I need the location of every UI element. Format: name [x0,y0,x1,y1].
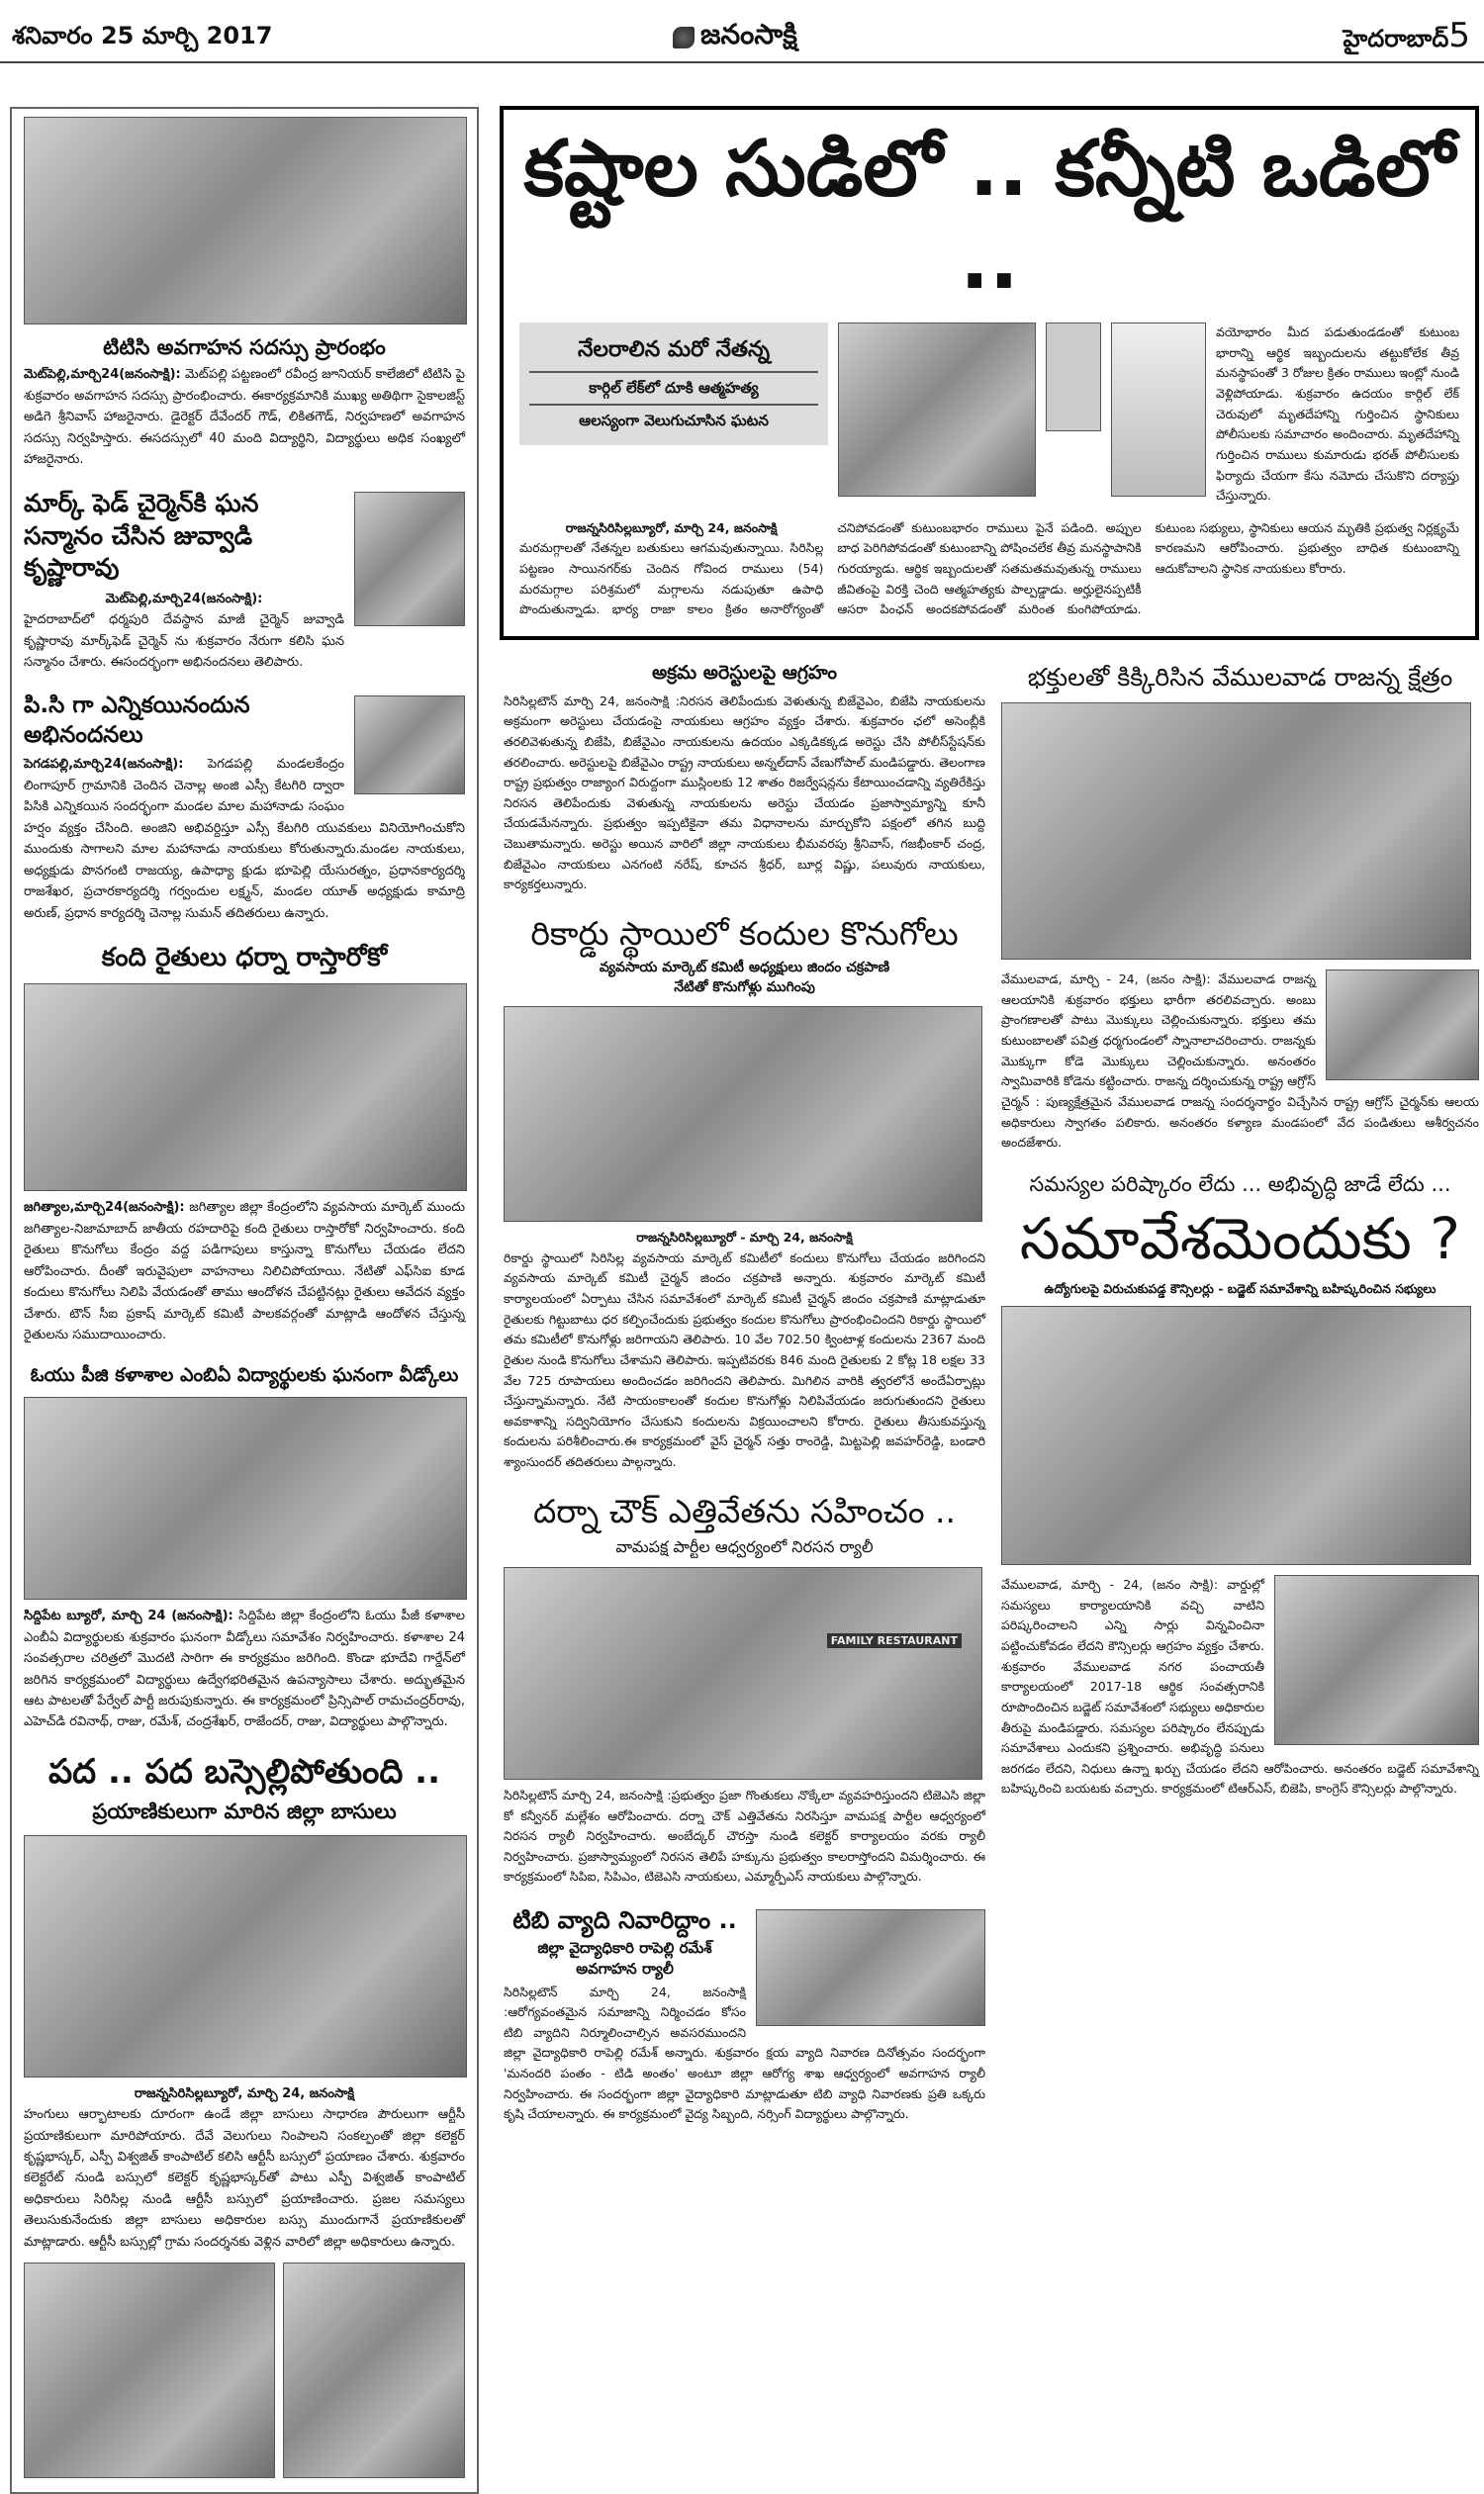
edition-city: హైదరాబాద్ [1343,25,1449,52]
logo-text: జనంసాక్షి [700,18,797,50]
article-pc-election [24,692,465,924]
article-title: దర్నా చౌక్ ఎత్తివేతను సహించం .. [532,1491,957,1530]
group-photo [354,695,465,794]
felicitation-photo [354,492,465,626]
article-body [24,2083,465,2254]
protest-rally-photo [504,1567,982,1780]
farmers-protest-photo [24,983,467,1191]
article-kicker: సమస్యల పరిష్కారం లేదు ... అభివృద్ధి జాడే లేదు ... [1029,1171,1451,1196]
page-number: 5 [1448,16,1470,55]
article-body: సిరిసిల్లటౌన్‌ మార్చి 24, జనంసాక్షి :నిరసన తెలిపేందుకు వెళుతున్న బిజేవైఎం, బిజేపి నాయకులను అక్రమంగా అరెస్టులు చేయడంపై నాయకులు ఆగ్రహం వ్యక్తం చేశారు. శుక్రవారం ఛలో అసెంబ్లీకి తరలివెళుతున్న బిజేపి, బిజేవైఎం నాయకులను ఉదయం ఎక్కడికక్కడ అరెస్టు చేసి పోలీస్‌స్టేషన్‌కు తరలించారు. అరెస్టులపై బిజేవైఎం రాష్ట్ర నాయకులు అన్నల్‌దాస్ వేణుగోపాల్ మండిపడ్డారు. తెలంగాణ రాష్ట్ర ప్రభుత్వం రాజ్యాంగ విరుద్దంగా ముస్లింలకు 12 శాతం రిజర్వేషన్లను కేటాయించడాన్ని వ్యతిరేకిస్తు నిరసన తెలిపేందుకు వెళుతున్న నాయకులను అరెస్టు చేయడం ప్రజాస్వామ్యాన్ని కూనీ చేయడమేనన్నారు. ప్రభుత్వం ఇప్పటికైనా తమ విధానాలను మార్చుకోని పక్షంలో తగిన బుద్ది చెబుతామన్నారు. అరెస్టు అయిన వారిలో జిల్లా నాయకులు భీమవరపు శ్రీనివాస్, గజభీంకార్ చంద్ర, బిజేవైఎం నాయకులు ఎనగంటి నరేష్, కూచన శ్రీధర్, బూర్ల విష్ణు, పలువురు నాయకులు, కార్యకర్తలున్నారు. [504,693,985,892]
article-tb [504,1905,985,2125]
center-column [500,662,989,2125]
body-text: పెగడపల్లి మండలకేంద్రం లింగాపూర్ గ్రామానికి చెందిన చెనాల్ల అంజి ఎస్సీ కేటగిరి ద్వారా పిసికి ఎన్నికయిన సందర్భంగా మండల మాల మహానాడు సంఘం హర్షం వ్యక్తం చేసింది. అంజిని అభివర్దిస్తూ ఎస్సీ కేటగిరి యువకులు వినియోగించుకోని ముందుకు సాగాలని మాల మహానాడు నాయకులు కోరుతున్నారు.మండల నాయకులు, అధ్యక్షుడు పొనగంటి రాజయ్య, ఉపాధ్యా క్షుడు భూపెల్లి యేసురత్నం, ప్రధానకార్యదర్శి రాజశేఖర, ప్రచారకార్యదర్శి గర్వందుల లక్ష్మన్, మండల యూత్ అధ్యక్షుడు కామాద్రి అరుణ్, ప్రధాన కార్యదర్శి చెనాల్ల సుమన్ తదితరులు ఉన్నారు. [24,757,465,921]
body-text: మెట్‌పల్లి పట్టణంలో రవీంద్ర జూనియర్ కాలేజిలో టిటిసి పై శుక్రవారం అవగాహన సదస్సు ప్రారంభించారు. ఈకార్యక్రమానికి ముఖ్య అతిథిగా సైకాలజిస్ట్ అడిగె శ్రీనివాస్ హాజరైనారు. డైరెక్టర్ దేవేందర్ గౌడ్, లికితగౌడ్, నిర్వహణలో అవగాహన సదస్సు నిర్వహిస్తారు. ఈసదస్సులో 40 మంది విద్యార్థిని, విద్యార్థులు అధిక సంఖ్యలో హాజరైనారు. [24,367,465,467]
edition-page [1343,16,1470,58]
right-column [1001,662,1479,1800]
article-title: పద .. పద బస్సెల్లిపోతుంది .. [47,1751,441,1792]
tb-awareness-rally-photo [756,1909,985,2026]
lake-body-recovery-photo [838,323,1036,497]
article-body [24,364,465,470]
article-subtitle: ప్రయాణికులుగా మారిన జిల్లా బాసులు [92,1800,397,1824]
body-text: జగిత్యాల జిల్లా కేంద్రంలోని వ్యవసాయ మార్కెట్ ముందు జగిత్యాల-నిజామాబాద్ జాతీయ రహదారిపై కంది రైతులు రాస్తారోకో నిర్వహించారు. కంది రైతులు కొనుగోలు కేంద్రం వద్ద పడిగాపులు కాస్తున్నా కొనుగోలు చేయడం లేదని ఆరోపించారు. దీంతో ఇరువైపులా వాహనాలు నిలిచిపోయాయి. నేటితో ఎఫ్‌సిఐ కూడ కందులు కొనుగోలు నిలిపి వేయడంతో తాము ఆందోళన చేపట్టినట్లు రైతులు ఆవేదన వ్యక్తం చేశారు. టౌన్ సీఐ ప్రకాష్ మార్కెట్ కమిటీ పాలకవర్గంతో మాట్లాడి ఆందోళన చేస్తున్న రైతులను సముదాయించారు. [24,1200,465,1343]
article-body: సిరిసిల్లటౌన్‌ మార్చి 24, జనంసాక్షి :ప్రభుత్వం ప్రజా గొంతుకలు నొక్కేలా వ్యవహరిస్తుందని టిజెఎసి జిల్లా కో కన్వీనర్ మల్లేశం ఆరోపించారు. దర్నా చౌక్ ఎత్తివేతను నిరసిస్తూ వామపక్ష పార్టీల ఆధ్వర్యంలో నిరసన ర్యాలీ నిర్వహించారు. అంబేద్కర్ చౌరస్తా నుండి కలెక్టర్ కార్యాలయం వరకు ర్యాలీ నిర్వహించారు. ప్రజాస్వామ్యంలో నిరసన తెలిపే హక్కును ప్రభుత్వం కాలరాస్తోందని విమర్శించారు. ఈ కార్యక్రమంలో సిపిఐ, సిపిఎం, టిజెఎసి నాయకులు, ఎమ్మార్పీఎస్ నాయకులు పాల్గొన్నారు. [504,1787,985,1885]
dateline: మెట్‌పెల్లి,మార్చి24(జనంసాక్షి): [24,367,181,383]
article-title: భక్తులతో కిక్కిరిసిన వేములవాడ రాజన్న క్షేత్రం [1027,662,1453,692]
article-title: టిటిసి అవగాహన సదస్సు ప్రారంభం [103,335,386,359]
lead-story [500,106,1479,640]
article-subtitle: జిల్లా వైద్యాధికారి రాపెల్లి రమేశ్ [537,1939,712,1958]
body-text: రికార్డు స్థాయిలో సిరిసిల్ల వ్యవసాయ మార్కెట్ కమిటీలో కందులు కొనుగోలు చేయడం జరిగిందని వ్యవసాయ మార్కెట్ కమిటీ చైర్మన్ జిందం చక్రపాణి అన్నారు. శుక్రవారం మార్కెట్ కమిటీ కార్యాలయంలో ఏర్పాటు చేసిన సమావేశంలో మార్కెట్ కమిటీ చైర్మన్ జిందం చక్రపాణి మాట్లాడుతూ రైతులకు గిట్టుబాటు ధర కల్పించేందుకు ప్రభుత్వం కందుల కొనుగోలు ప్రారంభించిందని రికార్డు స్థాయిలో తమ కమిటీలో కొనుగోళ్లు జరిగాయని తెలిపారు. 10 వేల 702.50 క్వింటాళ్ల కందులను 2367 మంది రైతుల నుండి కొనుగోలు చేశామని తెలిపారు. ఇప్పటివరకు 846 మంది రైతులకు 2 కోట్ల 18 లక్షల 33 వేల 725 రూపాయలు అందించడం జరిగిందని తెలిపారు. మిగిలిన వారికి త్వరలోనే అందేఏర్పాట్లు చేస్తున్నామన్నారు. నేటి సాయంకాలంతో కందుల కొనుగోళ్లు నిలిపివేయడం జరుగుతుందని రైతులు అవకాశాన్ని సద్వినియోగం చేసుకుని కందులను విక్రయించాలని కోరారు. రైతులు తీసుకువస్తున్న కందులను పరిశీలించారు.ఈ కార్యక్రమంలో వైస్ చైర్మన్ సత్తు రాంరెడ్డి, మిట్టపెల్లి జవహర్‌రెడ్డి, బండారి శ్యాంసుందర్ తదితరులు పాల్గన్నారు. [504,1249,985,1470]
article-subtitle: ఉద్యోగులపై విరుచుకుపడ్డ కౌన్సిలర్లు - బడ్జెట్ సమావేశాన్ని బహిష్కరించిన సభ్యులు [1044,1280,1437,1296]
lead-subhead: కార్గిల్ లేక్‌లో దూకి ఆత్మహత్య [529,373,818,407]
passenger-photo [283,2263,465,2478]
article-body: వేములవాడ, మార్చి - 24, (జనం సాక్షి): వార్డుల్లో సమస్యలు కార్యాలయానికి వచ్చి వాటిని పరిష్కరించాలని ఎన్ని సార్లు విన్నవించినా పట్టించుకోవడం లేదని కౌన్సిలర్లు ఆగ్రహం వ్యక్తం చేశారు. శుక్రవారం వేములవాడ నగర పంచాయతీ కార్యాలయంలో 2017-18 ఆర్థిక సంవత్సరానికి రూపొందించిన బడ్జెట్ సమావేశంలో సభ్యులు అధికారుల తీరుపై మండిపడ్డారు. సమస్యల పరిష్కారం లేనప్పుడు సమావేశాలు ఎందుకని ప్రశ్నించారు. అభివృద్ధి పనులు జరగడం లేదని, నిధులు ఉన్నా ఖర్చు చేయడం లేదని ఆరోపించారు. అనంతరం బడ్జెట్ సమావేశాన్ని బహిష్కరించి బయటకు వచ్చారు. కార్యక్రమంలో టిఆర్ఎస్, బిజెపి, కాంగ్రెస్ కౌన్సిలర్లు పాల్గొన్నారు. [1001,1577,1479,1797]
article-markfed [24,488,465,673]
temple-devotees-photo [1001,702,1471,960]
victim-portrait-photo [1046,323,1101,431]
body-text: సిద్దిపేట జిల్లా కేంద్రంలోని ఓయు పీజీ కళాశాల ఎంబీఏ విద్యార్థులకు శుక్రవారం ఘనంగా వీడ్కోలు సమావేశం నిర్వహించారు. కళాశాల 24 సంవత్సరాల చరిత్రలో మొదటి సారిగా ఈ కార్యక్రమం జరిగింది. కొండా భూదేవి గార్డేన్‌లో జరిగిన కార్యక్రమంలో విద్యార్థులు ఉద్వేగభరితమైన ఉపన్యాసాలు చేశారు. అద్భుతమైన ఆట పాటలతో పేర్వేల్ పార్టీ జరుపుకున్నారు. ఈ కార్యక్రమంలో ప్రిన్సిపాల్ రామచంద్రర్‌రావు, ఎహెచ్‌డి రవినాథ్, రాజు, రమేశ్, చంద్రశేఖర్, రాజేందర్, రాజు, విద్యార్థులు పాల్గొన్నారు. [24,1609,465,1730]
dateline: జగిత్యాల,మార్చి24(జనంసాక్షి): [24,1200,185,1216]
article-title: సమావేశమెందుకు ? [1019,1205,1461,1273]
main-area [500,106,1479,2125]
market-committee-meeting-photo [504,1006,982,1222]
councillors-walkout-photo [1274,1575,1479,1745]
body-text: హైదరాబాద్‌లో ధర్మపురి దేవస్థాన మాజీ చైర్మెన్ జువ్వాడి కృష్ణారావు మార్క్‌ఫెడ్ చైర్మెన్ ను శుక్రవారం నేరుగా కలిసి ఘన సన్మానం చేశారు. ఈసందర్భంగా అభినందనలు తెలిపారు. [24,612,344,671]
lead-body [519,518,1459,620]
article-title: మార్క్ ఫెడ్ చైర్మెన్‌కి ఘన సన్మానం చేసిన జువ్వాడి కృష్ణారావు [24,489,259,583]
classroom-photo [24,117,467,324]
dateline: సిద్దిపేట బ్యూరో, మార్చి 24 (జనంసాక్షి): [24,1609,233,1624]
dateline: రాజన్నసిరిసిల్లబ్యూరో, మార్చి 24, జనంసాక్షి [134,2085,355,2101]
article-body [24,1606,465,1733]
dateline: రాజన్నసిరిసిల్లబ్యూరో - మార్చి 24, జనంసాక్షి [636,1230,853,1246]
article-subtitle: నేటితో కొనుగోళ్లు ముగింపు [674,978,815,995]
article-subtitle: వ్యవసాయ మార్కెట్ కమిటీ అధ్యక్షులు జిందం చక్రపాణి [599,960,890,976]
article-title: రికార్డు స్థాయిలో కందుల కొనుగోలు [530,913,959,953]
lead-subhead: ఆలస్యంగా వెలుగుచూసిన ఘటన [579,412,769,430]
article-subtitle: వామపక్ష పార్టీల ఆధ్వర్యంలో నిరసన ర్యాలీ [615,1536,874,1556]
article-body: సిరిసిల్లటౌన్ మార్చి 24, జనంసాక్షి :ఆరోగ్యవంతమైన సమాజాన్ని నిర్మించడం కోసం టిబి వ్యాదిని నిర్మూలించాల్సిన అవసరముందని జిల్లా వైద్యాధికారి రాపెల్లి రమేశ్ అన్నారు. శుక్రవారం క్షయ వ్యాది నివారణ దినోత్సవం సందర్భంగా 'మనందరి పంతం - టిడి అంతం' అంటూ జిల్లా ఆరోగ్య శాఖ ఆధ్వర్యంలో అవగాహన ర్యాలీ నిర్వహించారు. ఈ సందర్భంగా జిల్లా వైద్యాధికారి మాట్లాడుతూ టిబి వ్యాధి నివారణకు ప్రతి ఒక్కరు కృషి చేయాలన్నారు. ఈ కార్యక్రమంలో వైద్య సిబ్బంది, నర్సింగ్ విద్యార్థులు పాల్గొన్నారు. [504,1984,985,2122]
article-body [24,1197,465,1345]
id-card-photo [1111,323,1206,497]
lead-side-text: వయోభారం మీద పడుతుండడంతో కుటుంబ భారాన్ని ఆర్థిక ఇబ్బందులను తట్టుకోలేక తీవ్ర మనస్థాపంతో 3 రోజుల క్రితం రాములు ఇంట్లో నుండి వెళ్లిపోయాడు. శుక్రవారం ఉదయం కార్గిల్ లేక్ చెరువులో మృతదేహాన్ని గుర్తించిన స్థానికులు పోలీసులకు సమాచారం అందించారు. మృతదేహాన్ని గుర్తించిన రాములు కుమారుడు భరత్ పోలీసులకు ఫిర్యాదు చేయగా కేసు నమోదు చేసుకొని దర్యాప్తు చేస్తున్నారు. [1216,324,1459,504]
lead-headline: కష్టాల సుడిలో .. కన్నీటి ఒడిలో .. [523,125,1455,307]
bus-photos [24,2263,465,2478]
body-text: హంగులు ఆర్భాటాలకు దూరంగా ఉండే జిల్లా బాసులు సాధారణ పౌరులుగా ఆర్టీసీ ప్రయాణికులుగా మారిపోయారు. దేవే వెలుగులు నింపాలని సంకల్పంతో జిల్లా కలెక్టర్ కృష్ణభాస్కర్, ఎస్పీ విశ్వజిత్ కాంపాటిల్ కలిసి ఆర్టీసీ బస్సులో ప్రయాణం చేశారు. శుక్రవారం కలెక్టరేట్ నుండి బస్సులో కలెక్టర్ కృష్ణభాస్కర్‌తో పాటు ఎస్పీ విశ్వజిత్ కాంపాటిల్ అధికారులు సిరిసిల్ల నుండి ఆర్టీసీ బస్సులో ప్రయాణించారు. ప్రజల సమస్యలు తెలుసుకునేందుకు జిల్లా బాసులు అధికారుల బస్సు ముందుగానే ప్రయాణికులతో మాట్లాడారు. ఆర్టీసీ బస్సుల్లో గ్రామ సందర్శనకు వెళ్లిన వారిలో జిల్లా అధికారులు ఉన్నారు. [24,2107,465,2250]
dateline: పెగడపల్లి,మార్చి24(జనంసాక్షి): [24,757,184,773]
lead-row [519,323,1459,507]
left-column [10,107,479,2494]
article-council [1001,1575,1479,1800]
article-title: పి.సి గా ఎన్నికయినందున అభినందనలు [24,692,250,748]
article-body [504,1228,985,1473]
lower-columns [500,662,1479,2125]
lead-subhead: నేలరాలిన మరో నేతన్న [529,330,818,373]
masthead [0,8,1484,63]
dateline: రాజన్నసిరిసిల్లబ్యూరో, మార్చి 24, జనంసాక్షి [565,519,778,535]
article-body: వేములవాడ, మార్చి - 24, (జనం సాక్షి): వేములవాడ రాజన్న ఆలయానికి శుక్రవారం భక్తులు భారీగా తరలివచ్చారు. అంబు ప్రాంగణాలతో పాటు మొక్కులు చెల్లించుకున్నారు. భక్తులు తమ కుటుంబాలతో పవిత్ర ధర్మగుండంలో స్నానాలాచరించారు. రాజన్నకు మొక్కుగా కోడె మొక్కులు చెల్లించుకున్నారు. అనంతరం స్వామివారికి కోడెను కట్టించారు. రాజన్న దర్శించుకున్న రాష్ట్ర ఆగ్రోస్ చైర్మన్ : పుణ్యక్షేత్రమైన వేములవాడ రాజన్న సందర్శనార్థం విచ్చేసిన రాష్ట్ర ఆగ్రోస్ చైర్మన్‌కు ఆలయ అధికారులు స్వాగతం పలికారు. అనంతరం కళ్యాణ మండపంలో వేద పండితులు ఆశీర్వచనం అందజేశారు. [1001,971,1479,1151]
article-title: కంది రైతులు ధర్నా రాస్తారోకో [101,942,388,972]
newspaper-logo [673,18,797,57]
farewell-group-photo [24,1397,467,1600]
article-title: ఓయు పీజి కళాశాల ఎంబిఏ విద్యార్థులకు ఘనంగా వీడ్కోలు [30,1363,459,1386]
article-title: అక్రమ అరెస్టులపై ఆగ్రహం [651,661,838,684]
article-title: టిబి వ్యాది నివారిద్దాం .. [512,1906,737,1935]
lead-subheads [519,323,828,445]
issue-date: శనివారం 25 మార్చి 2017 [12,22,273,49]
restaurant-sign: FAMILY RESTAURANT [827,1633,962,1648]
article-subtitle: అవగాహన ర్యాలీ [576,1959,674,1978]
council-meeting-photo [1001,1306,1471,1565]
logo-emblem-icon [673,27,695,48]
article-temple [1001,970,1479,1154]
body-text: మరమగ్గాలతో నేతన్నల బతుకులు ఆగమవుతున్నాయి. సిరిసిల్ల పట్టణం సాయినగర్‌కు చెందిన గోవింద రాములు (54) మరమగ్గాల పరిశ్రమలో మగ్గాలను నడుపుతూ ఉపాధి పొందుతున్నాడు. భార్య రాజా కాలం క్రితం అనారోగ్యంతో చనిపోవడంతో కుటుంబభారం రాములు పైనే పడింది. అప్పుల బాధ పెరిగిపోవడంతో కుటుంబాన్ని పోషించలేక తీవ్ర మనస్థాపానికి గురయ్యాడు. ఆర్థిక ఇబ్బందులతో సతమతమవుతున్న రాములు జీవితంపై విరక్తి చెంది ఆత్మహత్యకు పాల్పడ్డాడు. అర్హులైనప్పటికీ ఆసరా పింఛన్ అందకపోవడంతో మరింత కుంగిపోయాడు. కుటుంబ సభ్యులు, స్థానికులు ఆయన మృతికి ప్రభుత్వ నిర్లక్ష్యమే కారణమని ఆరోపించారు. ప్రభుత్వం బాధిత కుటుంబాన్ని ఆదుకోవాలని స్థానిక నాయకులు కోరారు. [519,519,1459,617]
dateline: మెట్‌పెల్లి,మార్చి24(జనంసాక్షి): [105,591,263,606]
officials-in-bus-photo [24,2263,275,2478]
bus-station-photo [24,1835,467,2078]
temple-visit-photo [1326,970,1479,1080]
